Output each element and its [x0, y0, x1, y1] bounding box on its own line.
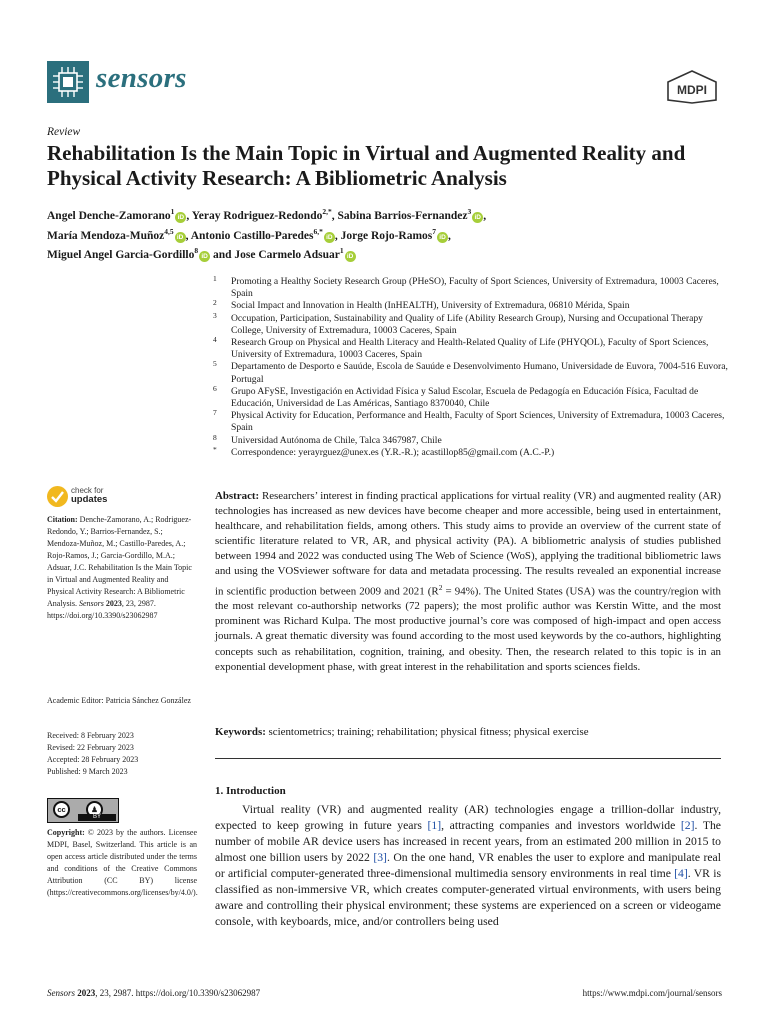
orcid-icon[interactable]: iD — [437, 232, 448, 243]
attribution-person-icon: ♟ — [86, 801, 103, 818]
journal-name: sensors — [96, 62, 187, 94]
publisher-name: MDPI — [677, 83, 707, 97]
received-date: Received: 8 February 2023 — [47, 731, 134, 740]
by-label: BY — [78, 814, 116, 821]
orcid-icon[interactable]: iD — [199, 251, 210, 262]
citation-link[interactable]: [3] — [373, 851, 387, 864]
author: María Mendoza-Muñoz$^{4,5}$iD , — [47, 226, 191, 242]
orcid-icon[interactable]: iD — [175, 232, 186, 243]
revised-date: Revised: 22 February 2023 — [47, 743, 134, 752]
affiliation-item: 7 Physical Activity for Education, Performance and Health, Faculty of Sport Sciences, University of Extremadura, 10003 Caceres, Spain — [213, 408, 725, 434]
citation-link[interactable]: [1] — [427, 819, 442, 832]
keywords-label: Keywords: — [215, 726, 266, 738]
publisher-logo — [665, 70, 719, 104]
introduction-paragraph: Virtual reality (VR) and augmented reality (AR) technologies engage a trillion-dollar industry, expected to keep growing in future years [1], attracting companies and investors worldwide [2]. The number of mobile AR device users has increased in recent years, from an estimated 200 million in 2015 to almost one billion users by 2022 [3]. On the one hand, VR enables the user to explore and manipulate real or artificial computer-generated three-dimensional multimedia sensory environments in real time [4]. VR is classified as non-immersive VR, which creates computer-generated virtual environments, with users being aware and controlling their physical environment; these systems are experienced on a screen or videogame console, with keyboards, mice, and/or controllers being used — [215, 803, 721, 928]
affiliation-item: 5 Departamento de Desporto e Sauúde, Escola de Sauúde e Desenvolvimento Humano, Universidade de Euvora, 7004-516 Euvora, Portugal — [213, 359, 728, 385]
citation-link[interactable]: [2] — [680, 819, 695, 832]
section-heading-introduction: 1. Introduction — [215, 785, 286, 797]
affiliation-item: 3 Occupation, Participation, Sustainability and Quality of Life (Ability Research Group), Nursing and Occupational Therapy College, University of Extremadura, 10003 Caceres, Spain — [213, 310, 703, 336]
author: Yeray Rodriguez-Redondo$^{2,*}$, — [191, 207, 338, 222]
article-title: Rehabilitation Is the Main Topic in Virtual and Augmented Reality and Physical Activity Research: A Bibliometric Analysis — [47, 141, 686, 190]
affiliation-item: 2 Social Impact and Innovation in Health (InHEALTH), University of Extremadura, 06810 Mérida, Spain — [213, 298, 630, 312]
check-updates-label: check for updates — [71, 486, 108, 505]
author: Miguel Angel Garcia-Gordillo$^8$iD and — [47, 246, 235, 262]
affiliation-item: 4 Research Group on Physical and Health Literacy and Health-Related Quality of Life (PHYQOL), Faculty of Sport Sciences, University of Extremadura, 10003 Caceres, Spain — [213, 335, 709, 361]
publication-dates — [47, 730, 197, 778]
affiliation-item: 8 Universidad Autónoma de Chile, Talca 3467987, Chile — [213, 432, 442, 446]
cc-by-license-icon[interactable] — [47, 798, 119, 823]
affiliation-item: 1 Promoting a Healthy Society Research Group (PHeSO), Faculty of Sport Sciences, University of Extremadura, 10003 Caceres, Spain — [213, 274, 719, 300]
orcid-icon[interactable]: iD — [345, 251, 356, 262]
accepted-date: Accepted: 28 February 2023 — [47, 755, 139, 764]
author: Jorge Rojo-Ramos$^7$iD , — [340, 226, 451, 242]
author: Angel Denche-Zamorano$^1$iD , — [47, 207, 192, 222]
citation-block: Citation: Denche-Zamorano, A.; Rodriguez-Redondo, Y.; Barrios-Fernandez, S.; Mendoza-Muñoz, M.; Castillo-Paredes, A.; Rojo-Ramos, J.; Garcia-Gordillo, M.A.; Adsuar, J.C. Rehabilitation Is the Main Topic in Virtual and Augmented Reality and Physical Activity Research: A Bibliometric Analysis. Sensors 2023, 23, 2987. https://doi.org/10.3390/s23062987 — [47, 515, 192, 620]
author-list — [47, 204, 727, 263]
citation-link[interactable]: [4] — [674, 867, 688, 880]
author: Sabina Barrios-Fernandez$^3$iD , — [337, 207, 487, 222]
published-date: Published: 9 March 2023 — [47, 767, 128, 776]
author: Jose Carmelo Adsuar$^1$iD — [234, 249, 355, 261]
footer-citation: Sensors 2023, 23, 2987. https://doi.org/10.3390/s23062987 — [47, 988, 261, 998]
orcid-icon[interactable]: iD — [175, 212, 186, 223]
orcid-icon[interactable]: iD — [472, 212, 483, 223]
affiliation-item: 6 Grupo AFySE, Investigación en Actividad Física y Salud Escolar, Escuela de Pedagogía en Educación Física, Facultad de Educación, Universidad de Las Américas, Santiago 8370040, Chile — [213, 383, 699, 410]
check-updates-icon — [47, 486, 68, 507]
journal-logo-icon — [47, 61, 89, 103]
section-divider — [215, 758, 721, 759]
abstract: Abstract: Researchers’ interest in finding practical applications for virtual reality (VR) and augmented reality (AR) technologies has increased as new devices have become cheaper and more accessible, being used in entertainment, healthcare, and rehabilitation fields, among others. This study aims to provide an overview of the current state of scientific literature related to VR, AR, and physical activity (PA). A bibliometric analysis of studies published between 1994 and 2022 was conducted using The Web of Science (WoS), applying the traditional bibliometric laws and using the VOSviewer software for data and metadata processing. The results revealed an exponential increase in scientific production between 2009 and 2021 $(R^2 = 94\%)$. The United States (USA) was the country/region with the most relevant co-authorship networks (72 papers); the most prolific author was Kerstin Witte, and the most prominent was Richard Kulpa. The most productive journal’s core was composed of high-impact and open access journals. A great thematic diversity was found according to the most used keywords by the co-authors, highlighting concepts such as rehabilitation, cognition, training, and obesity. Then, the research related to this topic is in an exponential development phase, with great interest in the rehabilitation and sports sciences fields. — [215, 490, 721, 673]
citation-label: Citation: — [47, 515, 78, 524]
copyright-notice: Copyright: © 2023 by the authors. Licensee MDPI, Basel, Switzerland. This article is an open access article distributed under the terms and conditions of the Creative Commons Attribution (CC BY) license (https://creativecommons.org/licenses/by/4.0/). — [47, 828, 198, 897]
check-for-updates-button[interactable] — [47, 486, 127, 510]
orcid-icon[interactable]: iD — [324, 232, 335, 243]
affiliation-item: * Correspondence: yerayrguez@unex.es (Y.R.-R.); acastillop85@gmail.com (A.C.-P.) — [213, 444, 555, 458]
academic-editor: Academic Editor: Patricia Sánchez González — [47, 696, 191, 705]
abstract-label: Abstract: — [215, 490, 260, 502]
affiliations — [213, 276, 733, 459]
article-type: Review — [47, 126, 81, 138]
keywords: Keywords: scientometrics; training; rehabilitation; physical fitness; physical exercise — [215, 726, 589, 738]
footer-journal-url[interactable]: https://www.mdpi.com/journal/sensors — [582, 988, 722, 998]
author: Antonio Castillo-Paredes$^{6,*}$iD , — [190, 226, 341, 242]
cc-icon: cc — [53, 801, 70, 818]
